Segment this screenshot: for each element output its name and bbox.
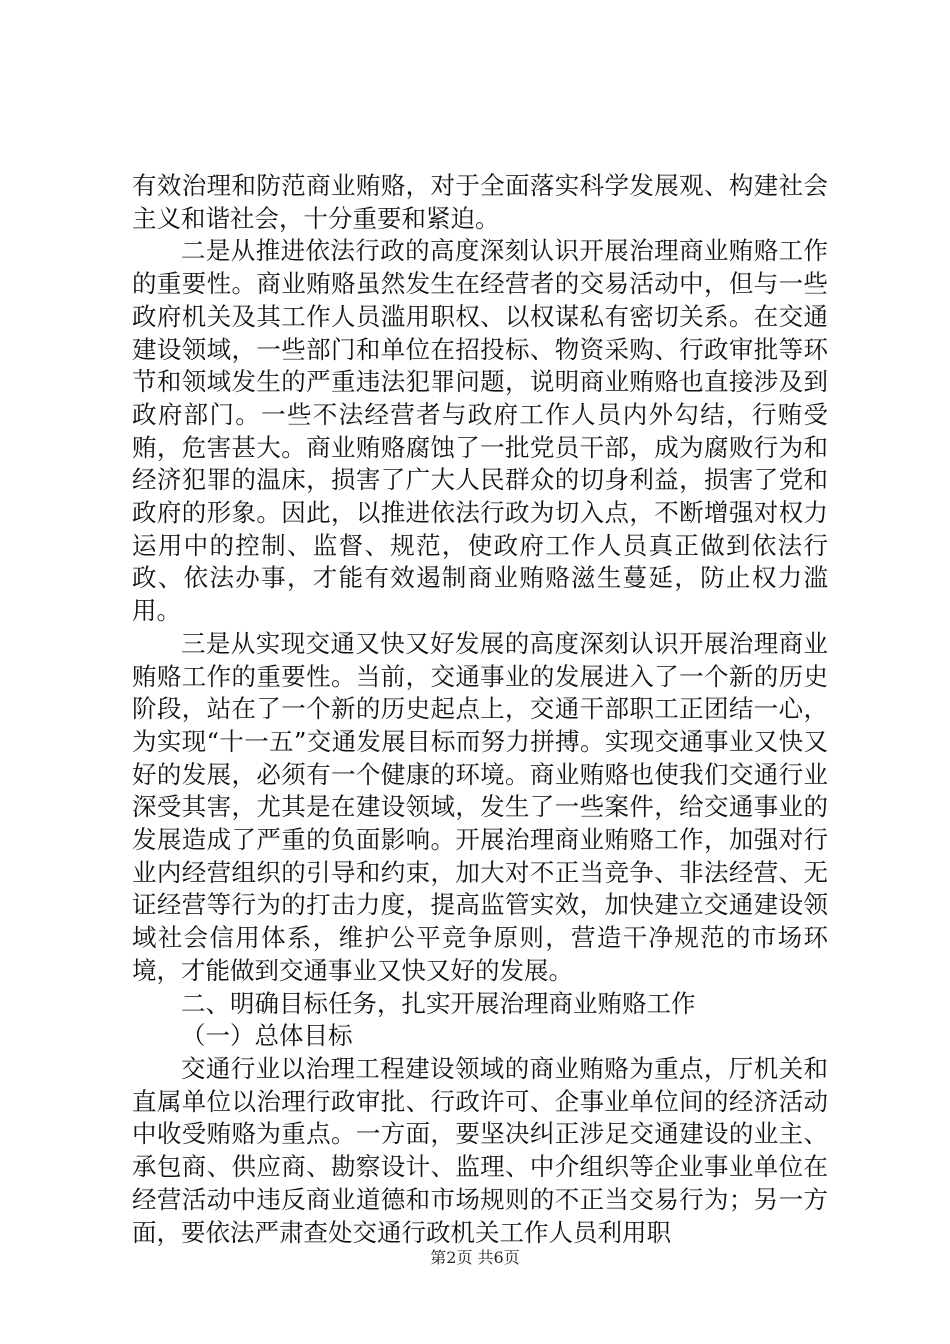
paragraph-continuation: 有效治理和防范商业贿赂，对于全面落实科学发展观、构建社会主义和谐社会，十分重要和紧迫。 bbox=[132, 171, 828, 233]
section-heading: 二、明确目标任务，扎实开展治理商业贿赂工作 bbox=[181, 988, 696, 1018]
paragraph-transport-development: 三是从实现交通又快又好发展的高度深刻认识开展治理商业贿赂工作的重要性。当前，交通事业的发展进入了一个新的历史阶段，站在了一个新的历史起点上，交通干部职工正团结一心，为实现“十一五”交通发展目标而努力拼搏。实现交通事业又快又好的发展，必须有一个健康的环境。商业贿赂也使我们交通行业深受其害，尤其是在建设领域，发生了一些案件，给交通事业的发展造成了严重的负面影响。开展治理商业贿赂工作，加强对行业内经营组织的引导和约束，加大对不正当竞争、非法经营、无证经营等行为的打击力度，提高监管实效，加快建立交通建设领域社会信用体系，维护公平竞争原则，营造干净规范的市场环境，才能做到交通事业又快又好的发展。 bbox=[132, 628, 828, 985]
subsection-heading: （一）总体目标 bbox=[181, 1021, 353, 1051]
paragraph-rule-of-law: 二是从推进依法行政的高度深刻认识开展治理商业贿赂工作的重要性。商业贿赂虽然发生在经营者的交易活动中，但与一些政府机关及其工作人员滥用职权、以权谋私有密切关系。在交通建设领域，一些部门和单位在招投标、物资采购、行政审批等环节和领域发生的严重违法犯罪问题，说明商业贿赂也直接涉及到政府部门。一些不法经营者与政府工作人员内外勾结，行贿受贿，危害甚大。商业贿赂腐蚀了一批党员干部，成为腐败行为和经济犯罪的温床，损害了广大人民群众的切身利益，损害了党和政府的形象。因此，以推进依法行政为切入点，不断增强对权力运用中的控制、监督、规范，使政府工作人员真正做到依法行政、依法办事，才能有效遏制商业贿赂滋生蔓延，防止权力滥用。 bbox=[132, 236, 828, 626]
page-number-footer: 第2页 共6页 bbox=[430, 1248, 520, 1267]
document-body bbox=[132, 170, 828, 1249]
paragraph-overall-goal: 交通行业以治理工程建设领域的商业贿赂为重点，厅机关和直属单位以治理行政审批、行政许可、企事业单位间的经济活动中收受贿赂为重点。一方面，要坚决纠正涉足交通建设的业主、承包商、供应商、勘察设计、监理、中介组织等企业事业单位在经营活动中违反商业道德和市场规则的不正当交易行为；另一方面，要依法严肃查处交通行政机关工作人员利用职 bbox=[132, 1053, 828, 1247]
